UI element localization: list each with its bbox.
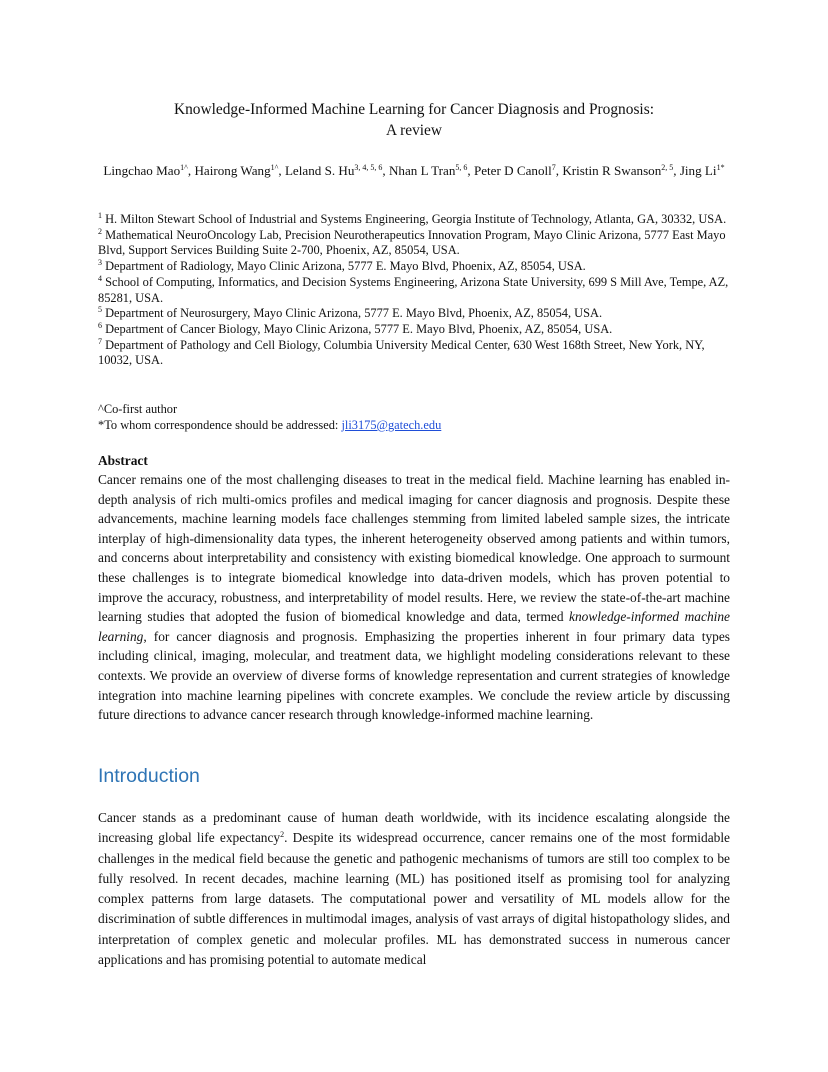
author: Nhan L Tran$^{5, 6}$,	[388, 163, 474, 178]
author: Kristin R Swanson$^{2, 5}$,	[562, 163, 680, 178]
author: Hairong Wang$^{1\^{}}$,	[194, 163, 285, 178]
affiliation: $^6$ Department of Cancer Biology, Mayo Clinic Arizona, 5777 E. Mayo Blvd, Phoenix, AZ, 85054, USA.	[98, 320, 613, 336]
affiliation: $^4$ School of Computing, Informatics, and Decision Systems Engineering, Arizona State University, 699 S Mill Ave, Tempe, AZ, 85281, USA.	[98, 273, 729, 305]
introduction-text: Cancer stands as a predominant cause of human death worldwide, with its incidence escalating alongside the increasing global life expectancy$^2$. Despite its widespread occurrence, cancer remains one of the most formidable challenges in the medical field because the genetic and pathogenic mechanisms of tumors are still too complex to be fully resolved. In recent decades, machine learning (ML) has positioned itself as promising tool for analyzing complex patterns from large datasets. The computational power and versatility of ML models allow for the discrimination of subtle differences in multimodal images, analysis of vast arrays of digital histopathology slides, and interpretation of complex genetic and molecular profiles. ML has demonstrated success in numerous cancer applications and has promising potential to automate medical	[98, 810, 730, 968]
co-first-note: ^Co-first author	[98, 402, 178, 416]
paper-title	[98, 99, 730, 141]
author: Jing $Li^{1*}$	[679, 163, 725, 178]
correspondence-note: *To whom correspondence should be addressed: jli3175@gatech.edu	[98, 418, 442, 432]
author: Leland S. Hu$^{3, 4, 5, 6}$,	[284, 163, 389, 178]
title-line-2: A review	[386, 122, 442, 139]
affiliation: $^3$ Department of Radiology, Mayo Clinic Arizona, 5777 E. Mayo Blvd, Phoenix, AZ, 85054, USA.	[98, 258, 586, 274]
affiliation: $^1$ H. Milton Stewart School of Industrial and Systems Engineering, Georgia Institute of Technology, Atlanta, GA, 30332, USA.	[98, 211, 727, 226]
abstract-heading: Abstract	[98, 453, 148, 468]
affiliation: $^2$ Mathematical NeuroOncology Lab, Precision Neurotherapeutics Innovation Program, Mayo Clinic Arizona, 5777 East Mayo Blvd, Support Services Building Suite 2-700, Phoenix, AZ, 85054, USA.	[98, 226, 726, 258]
affiliation-list	[98, 212, 730, 369]
affiliation: $^5$ Department of Neurosurgery, Mayo Clinic Arizona, 5777 E. Mayo Blvd, Phoenix, AZ, 85054, USA.	[98, 305, 603, 321]
title-line-1: Knowledge-Informed Machine Learning for Cancer Diagnosis and Prognosis:	[174, 101, 654, 118]
author-notes	[98, 401, 730, 433]
emphasized-term: knowledge-informed machine learning	[98, 609, 730, 644]
section-heading-introduction: Introduction	[98, 765, 200, 787]
affiliation: $^7$ Department of Pathology and Cell Biology, Columbia University Medical Center, 630 West 168th Street, New York, NY, 10032, USA.	[98, 336, 705, 368]
author-list	[98, 161, 730, 180]
citation: 2	[280, 830, 285, 840]
author: Peter D Canoll$^7$,	[473, 163, 563, 178]
email-link[interactable]: jli3175@gatech.edu	[341, 418, 442, 432]
abstract-text: Cancer remains one of the most challenging diseases to treat in the medical field. Machine learning has enabled in-depth analysis of rich multi-omics profiles and medical imaging for cancer diagnosis and prognosis. Despite these advancements, machine learning models face challenges stemming from limited labeled sample sizes, the intricate interplay of high-dimensionality data types, the inherent heterogeneity observed among patients and within tumors, and concerns about interpretability and consistency with existing biomedical knowledge. One approach to surmount these challenges is to integrate biomedical knowledge into data-driven models, which has proven potential to improve the accuracy, robustness, and interpretability of model results. Here, we review the state-of-the-art machine learning studies that adopted the fusion of biomedical knowledge and data, termed knowledge-informed machine learning, for cancer diagnosis and prognosis. Emphasizing the properties inherent in four primary data types including clinical, imaging, molecular, and treatment data, we highlight modeling considerations relevant to these contexts. We provide an overview of diverse forms of knowledge representation and current strategies of knowledge integration into machine learning pipelines with concrete examples. We conclude the review article by discussing future directions to advance cancer research through knowledge-informed machine learning.	[98, 472, 730, 723]
author: Lingchao Mao$^{1\^{}}$,	[103, 163, 195, 178]
